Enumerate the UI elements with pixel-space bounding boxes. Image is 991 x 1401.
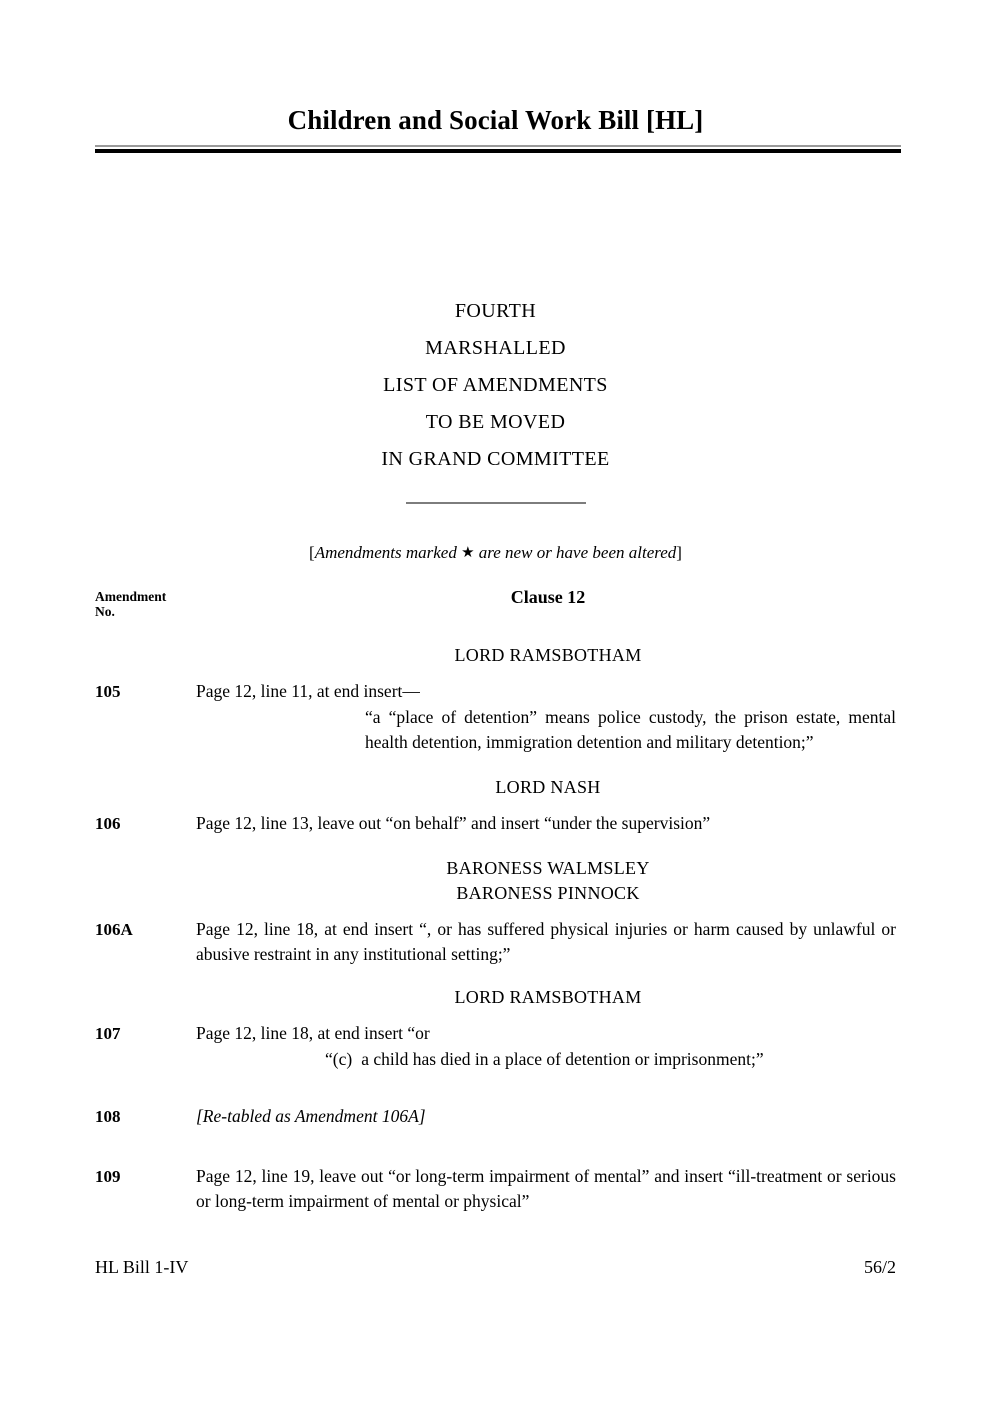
heading-line-marshalled: MARSHALLED [425,337,566,360]
amendment-quoted-107 [325,1047,896,1072]
column-header-row [95,589,896,623]
star-icon: ★ [461,545,475,562]
sponsor-lord-ramsbotham-1: LORD RAMSBOTHAM [454,645,642,666]
heading-block [95,293,896,504]
heading-short-divider [406,502,586,504]
clause-heading: Clause 12 [510,587,586,608]
amendment-entry-109 [95,1164,896,1214]
sponsor-lord-nash: LORD NASH [495,777,601,798]
sponsor-group-walmsley-pinnock [95,856,896,906]
amendment-number-106: 106 [95,814,121,834]
amendment-number-108: 108 [95,1107,121,1127]
note-text-before-star: Amendments marked [314,543,462,563]
note-close-bracket: ] [676,543,682,563]
amendment-number-106A: 106A [95,920,133,940]
amendment-no-label-line1: Amendment [95,589,167,605]
heading-line-in-grand-committee: IN GRAND COMMITTEE [381,448,610,471]
amendment-text-106A: Page 12, line 18, at end insert “, or has suffered physical injuries or harm caused by unlawful or abusive restraint in any institutional setting;” [196,919,896,965]
heading-line-list-of-amendments: LIST OF AMENDMENTS [383,374,608,397]
heading-line-to-be-moved: TO BE MOVED [425,411,566,434]
title-divider [95,145,901,153]
amendment-text-107: Page 12, line 18, at end insert “or [196,1023,430,1044]
amendment-no-label-line2: No. [95,604,115,620]
footer-bill-reference: HL Bill 1-IV [95,1257,189,1277]
amendments-marked-note [95,543,896,563]
amendment-number-109: 109 [95,1167,121,1187]
amendment-number-107: 107 [95,1024,121,1044]
amendment-entry-107 [95,1021,896,1072]
note-text-after-star: are new or have been altered [474,543,677,563]
amendment-text-108: [Re-tabled as Amendment 106A] [196,1106,426,1127]
page-footer [95,1257,896,1278]
amendment-entry-108 [95,1104,896,1129]
amendment-entry-106 [95,811,896,836]
sponsor-baroness-walmsley: BARONESS WALMSLEY [446,858,650,879]
page-title: Children and Social Work Bill [HL] [287,105,704,135]
footer-page-number: 56/2 [863,1257,896,1277]
amendment-entry-106A [95,917,896,967]
amendment-quoted-105: “a “place of detention” means police custody, the prison estate, mental health detention, immigration detention and military detention;” [365,707,896,753]
note-open-bracket: [ [309,543,315,563]
sponsor-lord-ramsbotham-2: LORD RAMSBOTHAM [454,987,642,1008]
amendment-text-105: Page 12, line 11, at end insert— [196,681,420,702]
amendment-107-subclause-label: “(c) [325,1049,353,1070]
amendment-107-subclause-text: a child has died in a place of detention or imprisonment;” [361,1049,764,1070]
amendment-no-column-label [95,589,215,619]
heading-line-fourth: FOURTH [454,300,537,323]
amendment-number-105: 105 [95,682,121,702]
title-divider-thick-line [95,149,901,153]
sponsor-baroness-pinnock: BARONESS PINNOCK [456,883,640,904]
amendment-text-106: Page 12, line 13, leave out “on behalf” and insert “under the supervision” [196,813,711,834]
amendment-text-109: Page 12, line 19, leave out “or long-term impairment of mental” and insert “ill-treatment or serious or long-term impairment of mental or physical” [196,1166,896,1212]
amendment-entry-105 [95,679,896,755]
